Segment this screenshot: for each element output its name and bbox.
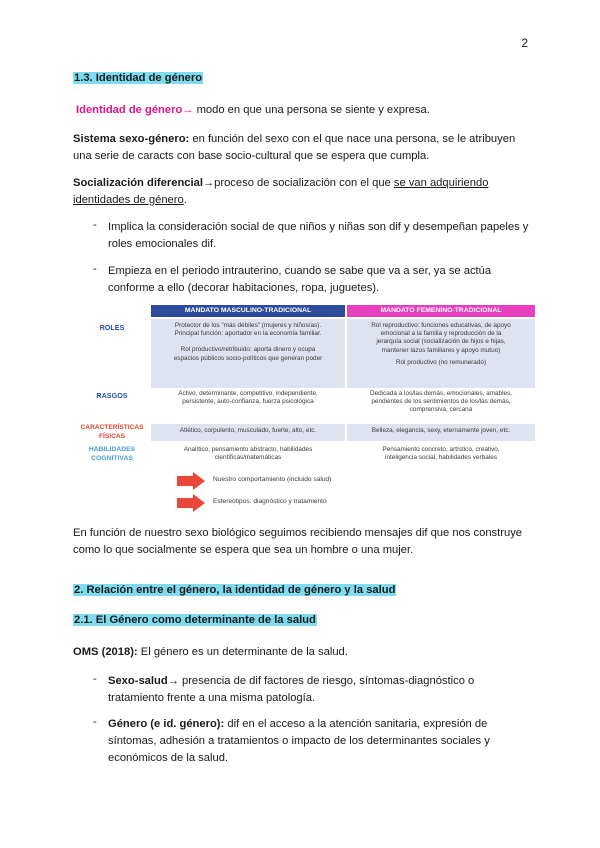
socializacion-underlined-2: identidades de género (73, 194, 184, 206)
list-item (108, 673, 533, 707)
row-label-rasgos: RASGOS (96, 391, 128, 400)
cell-line: inteligencia social, habilidades verbales (385, 454, 497, 462)
bullet-line: presencia de dif factores de riesgo, síntomas-diagnóstico o (178, 675, 475, 687)
bullet-arrow: → (167, 675, 179, 687)
gender-mandate-figure (73, 300, 535, 518)
cell-fisicas-masc: Atlético, corpulento, musculado, fuerte, alto, etc. (151, 424, 345, 441)
after-figure-paragraph (73, 525, 533, 559)
label-line: FÍSICAS (98, 432, 125, 440)
bullet-line: económicos de la salud. (108, 752, 229, 764)
socializacion-underlined-1: se van adquiriendo (393, 177, 489, 189)
identidad-def: modo en que una persona se siente y expresa. (193, 104, 430, 116)
cell-spacer (151, 338, 345, 346)
oms-paragraph (73, 644, 528, 661)
header-femenino: MANDATO FEMENINO-TRADICIONAL (347, 305, 535, 317)
socializacion-def: proceso de socialización con el que (214, 177, 394, 189)
arrow-right-icon (177, 494, 205, 512)
section-2-1-heading-text: 2.1. El Género como determinante de la salud (74, 614, 316, 626)
sistema-def-2: una serie de caracts con base socio-cultural que se espera que cumpla. (73, 150, 430, 162)
bullet-dash: - (93, 263, 97, 275)
row-label-cognitivas (73, 446, 151, 463)
list-item (108, 716, 533, 767)
bullet-line: roles emocionales dif. (108, 238, 217, 250)
section-heading (73, 72, 203, 84)
cell-line: Dedicada a los/las demás, emocionales, amables, (369, 390, 513, 397)
socializacion-definition (73, 175, 528, 209)
cell-line: jerarquía social (socialización de hijos e hijas, (376, 338, 506, 346)
cell-roles-fem (347, 319, 535, 388)
page-number: 2 (521, 36, 528, 50)
paragraph-line: En función de nuestro sexo biológico seguimos recibiendo mensajes dif que nos construye (73, 527, 523, 539)
bullet-dash: - (93, 673, 97, 685)
bullet-dash: - (93, 219, 97, 231)
cell-fisicas-fem: Belleza, elegancia, sexy, eternamente joven, etc. (347, 424, 535, 441)
bullet-term: Género (e id. género): (108, 718, 225, 730)
arrow-label-comportamiento: Nuestro comportamiento (incluido salud) (213, 476, 332, 483)
cell-line: emocional a la familia y reproducción de la (380, 330, 502, 338)
cell-line: espacios públicos socio-políticos que generan poder (173, 354, 323, 362)
label-line: COGNITIVAS (91, 454, 133, 462)
socializacion-arrow: → (202, 177, 215, 189)
oms-term: OMS (2018): (73, 646, 138, 658)
cell-line: Rol productivo (no remunerado) (395, 358, 487, 366)
arrow-right-icon (177, 472, 205, 490)
bullet-term: Sexo-salud (108, 675, 168, 687)
cell-line: Activo, determinante, competitivo, independiente, (178, 390, 318, 397)
bullet-line: dif en el acceso a la atención sanitaria, expresión de (224, 718, 488, 730)
cell-cognitivas-masc (151, 446, 345, 468)
bullet-line: síntomas, adhesión a tratamientos o impacto de los determinantes sociales y (108, 735, 490, 747)
cell-line: Protector de los "más débiles" (mujeres y niños/as). (174, 322, 322, 329)
paragraph-line: como lo que socialmente se espera que sea un hombre o una mujer. (73, 544, 414, 556)
cell-line: Rol productivo/retribuido: aporta dinero y ocupa (180, 346, 316, 354)
cell-line: científicas/matemáticas (214, 454, 282, 462)
header-masculino: MANDATO MASCULINO-TRADICIONAL (151, 305, 345, 317)
identidad-term: Identidad de género→ (76, 104, 194, 116)
cell-rasgos-masc (151, 388, 345, 422)
row-label-roles: ROLES (99, 323, 125, 332)
section-2-heading-text: 2. Relación entre el género, la identidad de género y la salud (74, 584, 396, 596)
section-heading-text: 1.3. Identidad de género (74, 72, 203, 84)
arrow-label-estereotipos: Estereotipos: diagnóstico y tratamiento (213, 498, 327, 505)
list-item (108, 219, 533, 253)
label-line: HABILIDADES (88, 446, 136, 453)
bullet-line: Implica la consideración social de que niños y niñas son dif y desempeñan papeles y (108, 221, 529, 233)
cell-line: Pensamiento concreto, artístico, creativo, (382, 446, 500, 453)
sistema-definition (73, 131, 528, 165)
cell-line: Rol reproductivo: funciones educativas, de apoyo (371, 322, 511, 329)
section-2-1-heading (73, 614, 317, 626)
bullet-dash: - (93, 716, 97, 728)
oms-def: El género es un determinante de la salud. (137, 646, 348, 658)
section-2-heading (73, 584, 396, 596)
row-label-fisicas (73, 424, 151, 441)
socializacion-end: . (183, 194, 187, 206)
cell-roles-masc (151, 319, 345, 388)
cell-cognitivas-fem (347, 446, 535, 468)
cell-line: Analítico, pensamiento abstracto, habilidades (183, 446, 313, 453)
socializacion-term: Socialización diferencial (73, 177, 203, 189)
sistema-term: Sistema sexo-género: (73, 133, 190, 145)
cell-line: pendientes de los sentimientos de los/las demás, (371, 398, 511, 406)
cell-line: mantener lazos familiares y apoyo mutuo) (381, 346, 501, 354)
cell-line: comprensiva, cercana (409, 406, 473, 414)
bullet-line: tratamiento frente a una misma patología. (108, 692, 316, 704)
sistema-def-1: en función del sexo con el que nace una persona, se le atribuyen (189, 133, 516, 145)
identidad-definition (76, 102, 531, 119)
cell-line: Principal función: aportador en la economía familiar. (174, 330, 322, 338)
cell-line: persistente, auto-confianza, fuerza psicológica (182, 398, 314, 406)
bullet-line: Empieza en el periodo intrauterino, cuando se sabe que va a ser, ya se actúa (108, 265, 492, 277)
list-item (108, 263, 533, 297)
cell-rasgos-fem (347, 388, 535, 422)
label-line: CARACTERÍSTICAS (80, 424, 144, 431)
bullet-line: conforme a ello (decorar habitaciones, ropa, juguetes). (108, 282, 380, 294)
